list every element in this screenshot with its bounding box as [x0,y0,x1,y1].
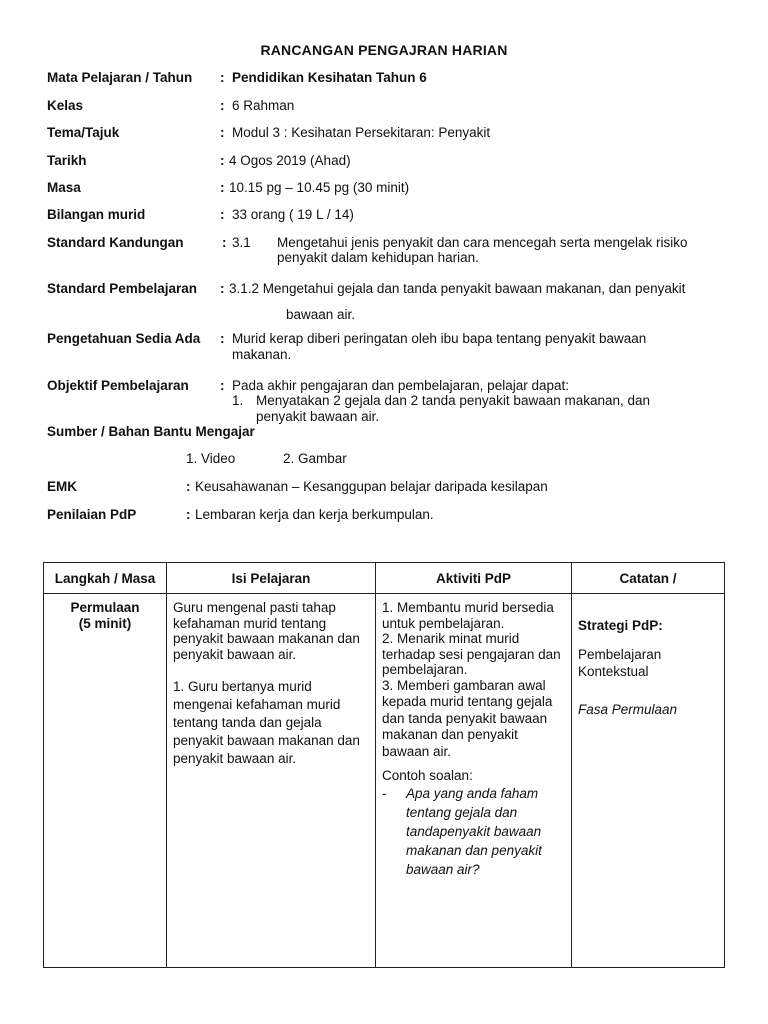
colon: : [220,281,225,296]
value-tarikh: 4 Ogos 2019 (Ahad) [229,153,351,168]
cell-catatan [572,594,725,968]
colon: : [220,70,225,85]
label-sumber: Sumber / Bahan Bantu Mengajar [47,424,255,439]
page-title: RANCANGAN PENGAJRAN HARIAN [260,42,508,58]
colon: : [220,98,225,113]
value-sk-code: 3.1 [232,235,251,250]
value-penilaian: Lembaran kerja dan kerja berkumpulan. [195,507,434,522]
value-sp-line1: 3.1.2 Mengetahui gejala dan tanda penyakit bawaan makanan, dan penyakit [229,281,686,296]
header-catatan: Catatan / [572,563,725,594]
label-standard-pembelajaran: Standard Pembelajaran [47,281,198,296]
strategi-value: Pembelajaran Kontekstual [578,646,662,679]
value-kelas: 6 Rahman [232,98,295,113]
langkah-time: (5 minit) [78,615,132,631]
label-masa: Masa [47,180,81,195]
label-tema: Tema/Tajuk [47,125,120,140]
objektif-item-number: 1. [232,393,244,408]
label-pengetahuan: Pengetahuan Sedia Ada [47,331,201,346]
fasa-label: Fasa Permulaan [578,701,678,717]
cell-aktiviti [376,594,572,968]
aktiviti-item: 2. Menarik minat murid terhadap sesi pengajaran dan pembelajaran. [382,631,561,677]
label-objektif: Objektif Pembelajaran [47,378,189,393]
colon: : [220,207,225,222]
value-bilangan: 33 orang ( 19 L / 14) [232,207,354,222]
bullet-dash: - [382,785,387,801]
cell-langkah [44,594,167,968]
colon: : [186,479,191,494]
value-sp-line2: bawaan air. [286,307,356,322]
label-standard-kandungan: Standard Kandungan [47,235,184,250]
label-kelas: Kelas [47,98,84,113]
contoh-soalan-text: Apa yang anda faham tentang gejala dan tandapenyakit bawaan makanan dan penyakit bawaan air? [406,785,542,877]
table-header-row [44,563,725,594]
value-objektif-item-line1: Menyatakan 2 gejala dan 2 tanda penyakit bawaan makanan, dan [256,393,651,408]
colon: : [220,331,225,346]
value-masa: 10.15 pg – 10.45 pg (30 minit) [229,180,410,195]
label-emk: EMK [47,479,77,494]
header-isi-pelajaran: Isi Pelajaran [167,563,376,594]
value-tema: Modul 3 : Kesihatan Persekitaran: Penyakit [232,125,491,140]
isi-paragraph: Guru mengenal pasti tahap kefahaman murid tentang penyakit bawaan makanan dan penyakit bawaan air. [173,600,360,662]
lesson-table [43,562,725,968]
label-tarikh: Tarikh [47,153,87,168]
header-langkah: Langkah / Masa [44,563,167,594]
label-bilangan: Bilangan murid [47,207,146,222]
sumber-item-video: 1. Video [186,451,236,466]
value-sk-line1: Mengetahui jenis penyakit dan cara mencegah serta mengelak risiko [277,235,688,250]
colon: : [220,153,225,168]
langkah-name: Permulaan [70,600,140,615]
contoh-soalan-label: Contoh soalan: [382,768,473,783]
cell-isi-pelajaran [167,594,376,968]
value-pengetahuan-line1: Murid kerap diberi peringatan oleh ibu bapa tentang penyakit bawaan [232,331,647,346]
value-sk-line2: penyakit dalam kehidupan harian. [277,250,479,265]
value-mata-pelajaran: Pendidikan Kesihatan Tahun 6 [232,70,427,85]
colon: : [222,235,227,250]
table-row [44,594,725,968]
header-aktiviti: Aktiviti PdP [376,563,572,594]
label-penilaian: Penilaian PdP [47,507,137,522]
sumber-item-gambar: 2. Gambar [283,451,347,466]
colon: : [186,507,191,522]
label-mata-pelajaran: Mata Pelajaran / Tahun [47,70,193,85]
isi-paragraph: 1. Guru bertanya murid mengenai kefahaman murid tentang tanda dan gejala penyakit bawaan makanan dan penyakit bawaan air. [173,679,360,766]
value-emk: Keusahawanan – Kesanggupan belajar daripada kesilapan [195,479,548,494]
colon: : [220,125,225,140]
value-pengetahuan-line2: makanan. [232,347,292,362]
strategi-heading: Strategi PdP: [578,618,663,633]
colon: : [220,180,225,195]
value-objektif-item-line2: penyakit bawaan air. [256,409,380,424]
colon: : [220,378,225,393]
contoh-soalan-item [382,784,565,879]
aktiviti-item: 3. Memberi gambaran awal kepada murid tentang gejala dan tanda penyakit bawaan makanan dan penyakit bawaan air. [382,677,553,759]
value-objektif-line1: Pada akhir pengajaran dan pembelajaran, pelajar dapat: [232,378,569,393]
aktiviti-item: 1. Membantu murid bersedia untuk pembelajaran. [382,600,554,631]
